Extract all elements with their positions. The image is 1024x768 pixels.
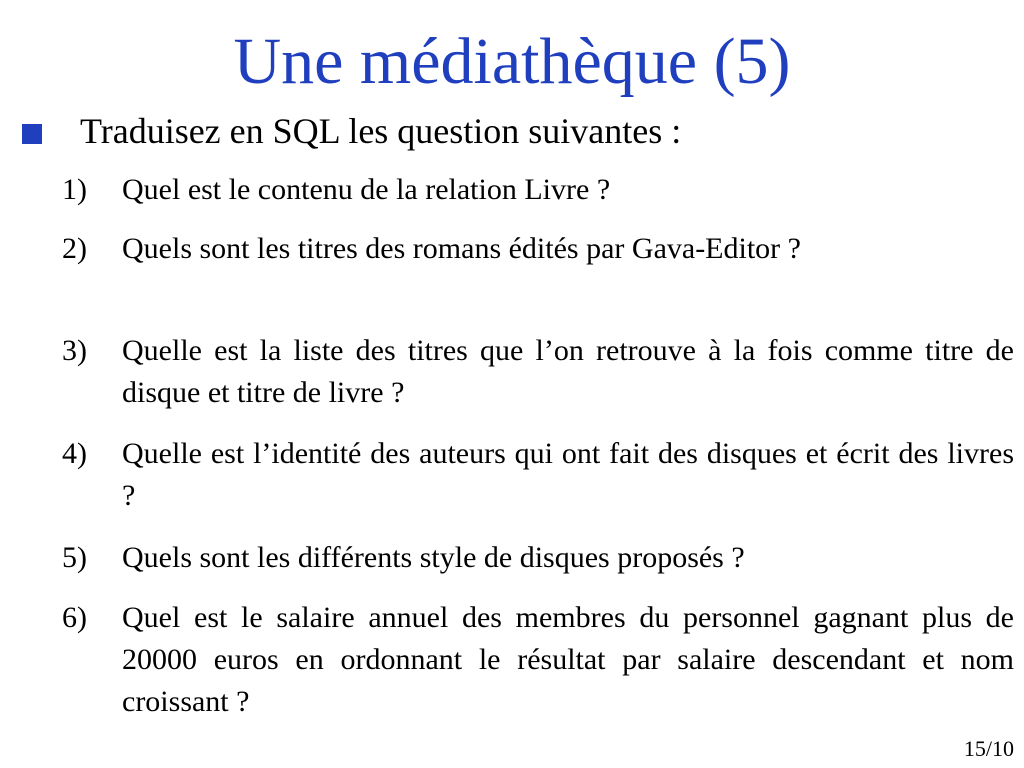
question-item: [62, 330, 1014, 414]
page-number: 15/10: [963, 736, 1014, 761]
square-bullet-icon: [22, 124, 42, 144]
question-item: [62, 597, 1014, 723]
question-number: 5): [62, 541, 87, 574]
question-item: [62, 537, 1014, 579]
intro-text: Traduisez en SQL les question suivantes :: [80, 111, 682, 151]
question-text: Quel est le contenu de la relation Livre ?: [122, 173, 611, 206]
question-number: 4): [62, 437, 87, 470]
question-number: 2): [62, 232, 87, 265]
intro-bullet-row: [22, 106, 1012, 156]
question-text: Quelle est la liste des titres que l’on retrouve à la fois comme titre de disque et titre de livre ?: [122, 334, 1014, 409]
question-text: Quels sont les différents style de disques proposés ?: [122, 541, 745, 574]
question-text: Quelle est l’identité des auteurs qui ont fait des disques et écrit des livres ?: [122, 437, 1014, 512]
question-item: [62, 433, 1014, 517]
question-item: [62, 228, 1014, 270]
question-number: 6): [62, 601, 87, 634]
question-text: Quels sont les titres des romans édités par Gava-Editor ?: [122, 232, 801, 265]
slide-title: Une médiathèque (5): [233, 25, 791, 98]
question-text: Quel est le salaire annuel des membres du personnel gagnant plus de 20000 euros en ordonnant le résultat par salaire descendant et nom croissant ?: [122, 601, 1014, 718]
question-number: 3): [62, 334, 87, 367]
question-item: [62, 169, 1014, 211]
question-number: 1): [62, 173, 87, 206]
